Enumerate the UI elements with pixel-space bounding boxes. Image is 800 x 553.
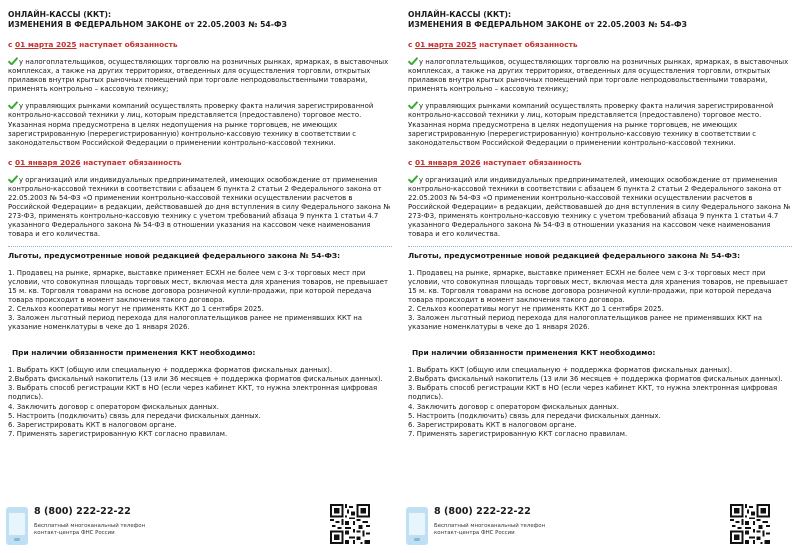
phone-icon <box>6 507 28 545</box>
check-icon <box>8 101 18 109</box>
benefit-item: 2. Сельхоз кооперативы могут не применять ККТ до 1 сентября 2025. <box>408 304 664 313</box>
dotted-separator <box>8 246 392 247</box>
requirements-list <box>8 366 392 439</box>
benefit-item: 1. Продавец на рынке, ярмарке, выставке применяет ЕСХН не более чем с 3-х торговых мест при условии, что совокупная площадь торговых мест, включая места для хранения товаров, не превышает 15 м. кв. Торговля товарами на основе договора розничной купли-продажи, при которой передача товара происходит в момент заключения такого договора. <box>408 268 788 304</box>
phone-desc-line: Бесплатный многоканальный телефон <box>34 523 146 529</box>
obligation-item-3 <box>408 175 792 240</box>
requirement-item: 6. Зарегистрировать ККТ в налоговом органе. <box>408 420 577 429</box>
phone-number: 8 (800) 222-22-22 <box>34 506 131 517</box>
requirement-item: 1. Выбрать ККТ (общую или специальную + поддержка форматов фискальных данных). <box>8 366 333 375</box>
benefit-item: 3. Заложен льготный период перехода для налогоплательщиков ранее не применявших ККТ на указание номенклатуры в чеке до 1 января 2026. <box>8 313 363 332</box>
requirement-item: 3. Выбрать способ регистрации ККТ в НО (если через кабинет ККТ, то нужна электронная цифровая подпись). <box>8 384 378 402</box>
page-right <box>400 0 800 553</box>
title-line1: ОНЛАЙН-КАССЫ (ККТ): <box>8 10 112 19</box>
requirement-item: 7. Применять зарегистрированную ККТ согласно правилам. <box>408 429 628 438</box>
benefit-item: 2. Сельхоз кооперативы могут не применять ККТ до 1 сентября 2025. <box>8 304 264 313</box>
date-prefix: с <box>8 40 15 49</box>
item-text: у налогоплательщиков, осуществляющих торговлю на розничных рынках, ярмарках, в выставочных комплексах, а также на других территориях, отведенных для осуществления торговли, открытых прилавков внутри крытых рыночных помещений при торговле непродовольственными товарами, применять контрольно – кассовую технику; <box>408 58 789 94</box>
requirement-item: 5. Настроить (подключить) связь для передачи фискальных данных. <box>408 411 661 420</box>
item-text: у управляющих рынками компаний осуществлять проверку факта наличия зарегистрированной контрольно-кассовой техники у лиц, которым представляется (предоставлено) торговое место. Указанная норма предусмотрена в целях недопущения на рынке торговцев, не имеющих зарегистрированную (перерегистрированную) контрольно-кассовую технику в соответствии с законодательством Российской Федерации о применении контрольно-кассовой техники. <box>408 102 774 147</box>
title-line2: ИЗМЕНЕНИЯ В ФЕДЕРАЛЬНОМ ЗАКОНЕ от 22.05.2003 № 54-ФЗ <box>8 20 287 29</box>
phone-icon <box>406 507 428 545</box>
benefit-item: 3. Заложен льготный период перехода для налогоплательщиков ранее не применявших ККТ на указание номенклатуры в чеке до 1 января 2026. <box>408 313 763 332</box>
date-heading-1 <box>408 40 792 50</box>
check-icon <box>408 101 418 109</box>
item-text: у налогоплательщиков, осуществляющих торговлю на розничных рынках, ярмарках, в выставочных комплексах, а также на других территориях, отведенных для осуществления торговли, открытых прилавков внутри крытых рыночных помещений при торговле непродовольственными товарами, применять контрольно – кассовую технику; <box>8 58 389 94</box>
dotted-separator <box>408 246 792 247</box>
benefit-item: 1. Продавец на рынке, ярмарке, выставке применяет ЕСХН не более чем с 3-х торговых мест при условии, что совокупная площадь торговых мест, включая места для хранения товаров, не превышает 15 м. кв. Торговля товарами на основе договора розничной купли-продажи, при которой передача товара происходит в момент заключения такого договора. <box>8 268 388 304</box>
qr-code <box>730 504 770 544</box>
date-prefix: с <box>8 157 15 167</box>
requirement-item: 3. Выбрать способ регистрации ККТ в НО (если через кабинет ККТ, то нужна электронная цифровая подпись). <box>408 384 778 402</box>
requirement-item: 2.Выбрать фискальный накопитель (13 или 36 месяцев + поддержка форматов фискальных данных). <box>8 375 383 384</box>
title-line1: ОНЛАЙН-КАССЫ (ККТ): <box>408 10 512 19</box>
obligation-item-1 <box>408 57 792 94</box>
phone-desc-line: контакт-центра ФНС России <box>34 530 115 537</box>
phone-description <box>34 523 145 537</box>
date-suffix: наступает обязанность <box>80 157 182 167</box>
date-suffix: наступает обязанность <box>480 157 582 167</box>
date-prefix: с <box>408 40 415 49</box>
date-value: 01 марта 2025 <box>14 40 77 49</box>
requirement-item: 6. Зарегистрировать ККТ в налоговом органе. <box>8 420 177 429</box>
requirements-list <box>408 366 792 439</box>
requirement-item: 5. Настроить (подключить) связь для передачи фискальных данных. <box>8 411 261 420</box>
phone-desc-line: контакт-центра ФНС России <box>434 530 515 537</box>
phone-desc-line: Бесплатный многоканальный телефон <box>434 523 546 529</box>
item-text: у организаций или индивидуальных предпринимателей, имеющих освобождение от применения контрольно-кассовой техники в соответствии с абзацем 6 пункта 2 статьи 2 Федерального закона от 22.05.2003 № 54-ФЗ «О применении контрольно-кассовой техники осуществлении расчетов в Российской Федерации» в редакции, действовавшей до дня вступления в силу Федерального закона № 273-ФЗ, применять контрольно-кассовую технику с учетом требований абзаца 9 пункта 1 статьи 4.7 указанного Федерального закона № 54-ФЗ в отношении указания на кассовом чеке наименования товара и его количества. <box>408 175 791 239</box>
date-value: 01 января 2026 <box>414 157 481 167</box>
benefits-title: Льготы, предусмотренные новой редакцией федерального закона № 54-ФЗ: <box>8 250 341 260</box>
obligation-item-3 <box>8 175 392 240</box>
obligation-item-2 <box>408 101 792 147</box>
requirement-item: 4. Заключить договор с оператором фискальных данных. <box>8 402 219 411</box>
requirement-item: 4. Заключить договор с оператором фискальных данных. <box>408 402 619 411</box>
phone-description <box>434 523 545 537</box>
date-heading-2 <box>8 158 392 168</box>
obligation-item-1 <box>8 57 392 94</box>
benefits-title: Льготы, предусмотренные новой редакцией федерального закона № 54-ФЗ: <box>408 250 741 260</box>
qr-code <box>330 504 370 544</box>
date-suffix: наступает обязанность <box>476 40 578 49</box>
requirement-item: 2.Выбрать фискальный накопитель (13 или 36 месяцев + поддержка форматов фискальных данных). <box>408 375 783 384</box>
footer <box>0 500 400 553</box>
requirement-item: 7. Применять зарегистрированную ККТ согласно правилам. <box>8 429 228 438</box>
check-icon <box>408 57 418 65</box>
requirement-item: 1. Выбрать ККТ (общую или специальную + поддержка форматов фискальных данных). <box>408 366 733 375</box>
content-column <box>8 10 392 439</box>
date-heading-1 <box>8 40 392 50</box>
phone-number: 8 (800) 222-22-22 <box>434 506 531 517</box>
footer <box>400 500 800 553</box>
date-prefix: с <box>408 157 415 167</box>
benefits-list <box>8 269 392 333</box>
item-text: у управляющих рынками компаний осуществлять проверку факта наличия зарегистрированной контрольно-кассовой техники у лиц, которым представляется (предоставлено) торговое место. Указанная норма предусмотрена в целях недопущения на рынке торговцев, не имеющих зарегистрированную (перерегистрированную) контрольно-кассовую технику в соответствии с законодательством Российской Федерации о применении контрольно-кассовой техники. <box>8 102 374 147</box>
title-line2: ИЗМЕНЕНИЯ В ФЕДЕРАЛЬНОМ ЗАКОНЕ от 22.05.2003 № 54-ФЗ <box>408 20 687 29</box>
check-icon <box>8 57 18 65</box>
requirements-title: При наличии обязанности применения ККТ необходимо: <box>412 348 656 358</box>
obligation-item-2 <box>8 101 392 147</box>
date-value: 01 января 2026 <box>14 157 81 167</box>
benefits-list <box>408 269 792 333</box>
date-suffix: наступает обязанность <box>76 40 178 49</box>
check-icon <box>8 175 18 183</box>
item-text: у организаций или индивидуальных предпринимателей, имеющих освобождение от применения контрольно-кассовой техники в соответствии с абзацем 6 пункта 2 статьи 2 Федерального закона от 22.05.2003 № 54-ФЗ «О применении контрольно-кассовой техники осуществлении расчетов в Российской Федерации» в редакции, действовавшей до дня вступления в силу Федерального закона № 273-ФЗ, применять контрольно-кассовую технику с учетом требований абзаца 9 пункта 1 статьи 4.7 указанного Федерального закона № 54-ФЗ в отношении указания на кассовом чеке наименования товара и его количества. <box>8 175 391 239</box>
check-icon <box>408 175 418 183</box>
content-column <box>408 10 792 439</box>
date-heading-2 <box>408 158 792 168</box>
date-value: 01 марта 2025 <box>414 40 477 49</box>
requirements-title: При наличии обязанности применения ККТ необходимо: <box>12 348 256 358</box>
